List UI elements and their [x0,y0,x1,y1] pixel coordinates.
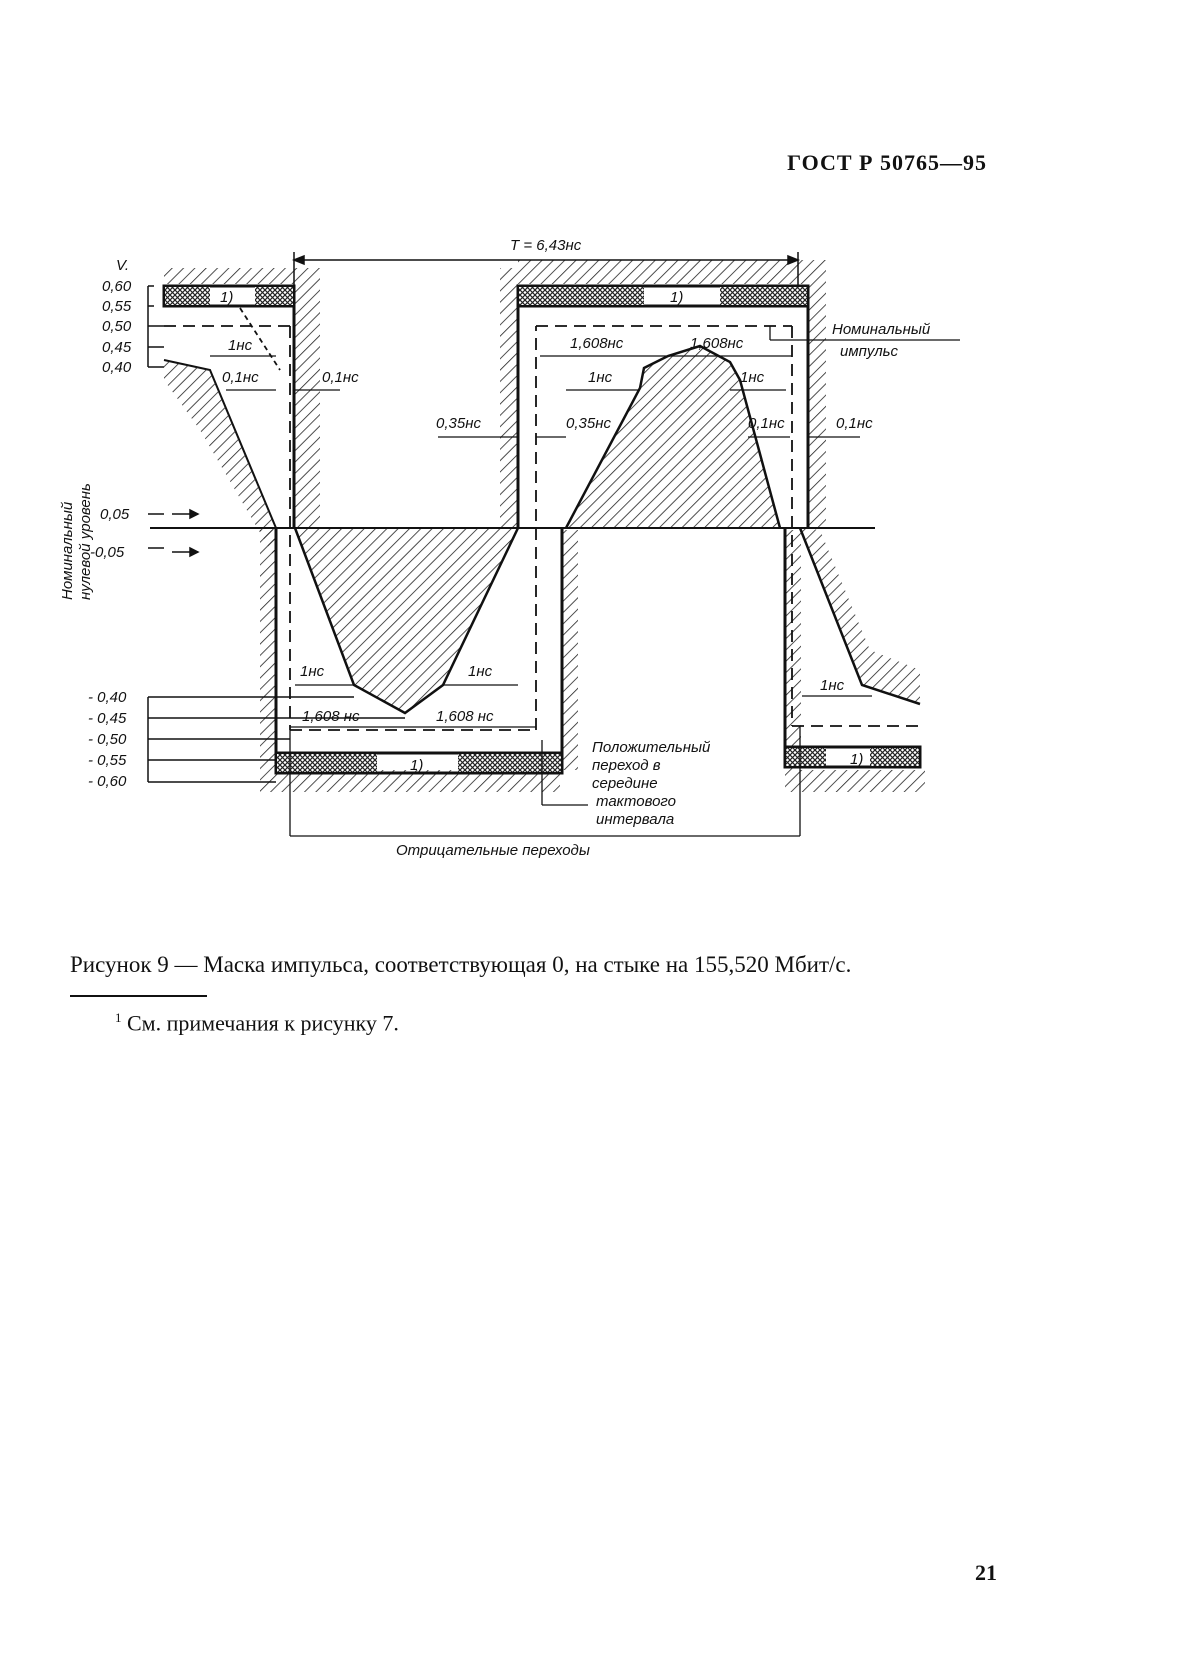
dim-01ns-b: 0,1нс [322,369,359,386]
document-header: ГОСТ Р 50765—95 [787,150,987,175]
dim-1ns-b: 1нс [588,369,613,386]
dim-1608ns-a: 1,608нс [570,335,624,352]
y-tick-m005: -0,05 [90,544,125,561]
figure-caption: Рисунок 9 — Маска импульса, соответствующая 0, на стыке на 155,520 Мбит/с. [70,952,852,977]
footnote-mark-4: 1) [850,751,864,768]
y-tick-labels [88,278,132,790]
pulse-mask-figure [40,230,1010,950]
footnote-mark-2: 1) [670,289,684,306]
pulse-mask-diagram [40,230,1010,950]
nominal-pulse-label-2: импульс [840,343,899,360]
dim-01ns-c: 0,1нс [748,415,785,432]
dim-1608ns-c: 1,608 нс [302,708,360,725]
dim-01ns-d: 0,1нс [836,415,873,432]
y-tick-045: 0,45 [102,339,132,356]
dim-1ns-a: 1нс [228,337,253,354]
footnote-mark-3: 1) [410,757,424,774]
y-tick-040: 0,40 [102,359,132,376]
y-tick-m050: - 0,50 [88,731,127,748]
y-unit-label: V. [116,257,130,274]
pos-trans-line-5: интервала [596,811,675,828]
dim-1ns-e: 1нс [468,663,493,680]
y-tick-060: 0,60 [102,278,132,295]
dim-035ns-a: 0,35нс [436,415,481,432]
negative-transitions-label: Отрицательные переходы [396,842,590,859]
footnote-text: См. примечания к рисунку 7. [121,1010,399,1036]
y-tick-050: 0,50 [102,318,132,335]
y-tick-055: 0,55 [102,298,132,315]
footnote [115,1010,399,1036]
dim-01ns-a: 0,1нс [222,369,259,386]
caption-divider [70,995,207,997]
y-tick-005: 0,05 [100,506,130,523]
y-tick-m055: - 0,55 [88,752,127,769]
nominal-pulse-label-1: Номинальный [832,321,931,338]
dim-1608ns-b: 1,608нс [690,335,744,352]
y-axis-title-line1: Номинальный [59,501,76,600]
dim-1ns-c: 1нс [740,369,765,386]
dim-035ns-b: 0,35нс [566,415,611,432]
footnote-mark: 1 [115,1010,122,1025]
pos-trans-line-3: середине [592,775,658,792]
pos-trans-line-2: переход в [592,757,661,774]
y-tick-m060: - 0,60 [88,773,127,790]
y-axis-title-line2: нулевой уровень [77,483,94,600]
period-label: T = 6,43нс [510,237,582,254]
positive-transition-label [592,739,711,828]
page-number: 21 [975,1560,997,1585]
pos-trans-line-4: тактового [596,793,677,810]
pos-trans-line-1: Положительный [592,739,711,756]
y-tick-m045: - 0,45 [88,710,127,727]
dim-1ns-f: 1нс [820,677,845,694]
footnote-mark-1: 1) [220,289,234,306]
dim-1608ns-d: 1,608 нс [436,708,494,725]
y-tick-m040: - 0,40 [88,689,127,706]
y-axis-title [59,483,94,600]
dim-1ns-d: 1нс [300,663,325,680]
